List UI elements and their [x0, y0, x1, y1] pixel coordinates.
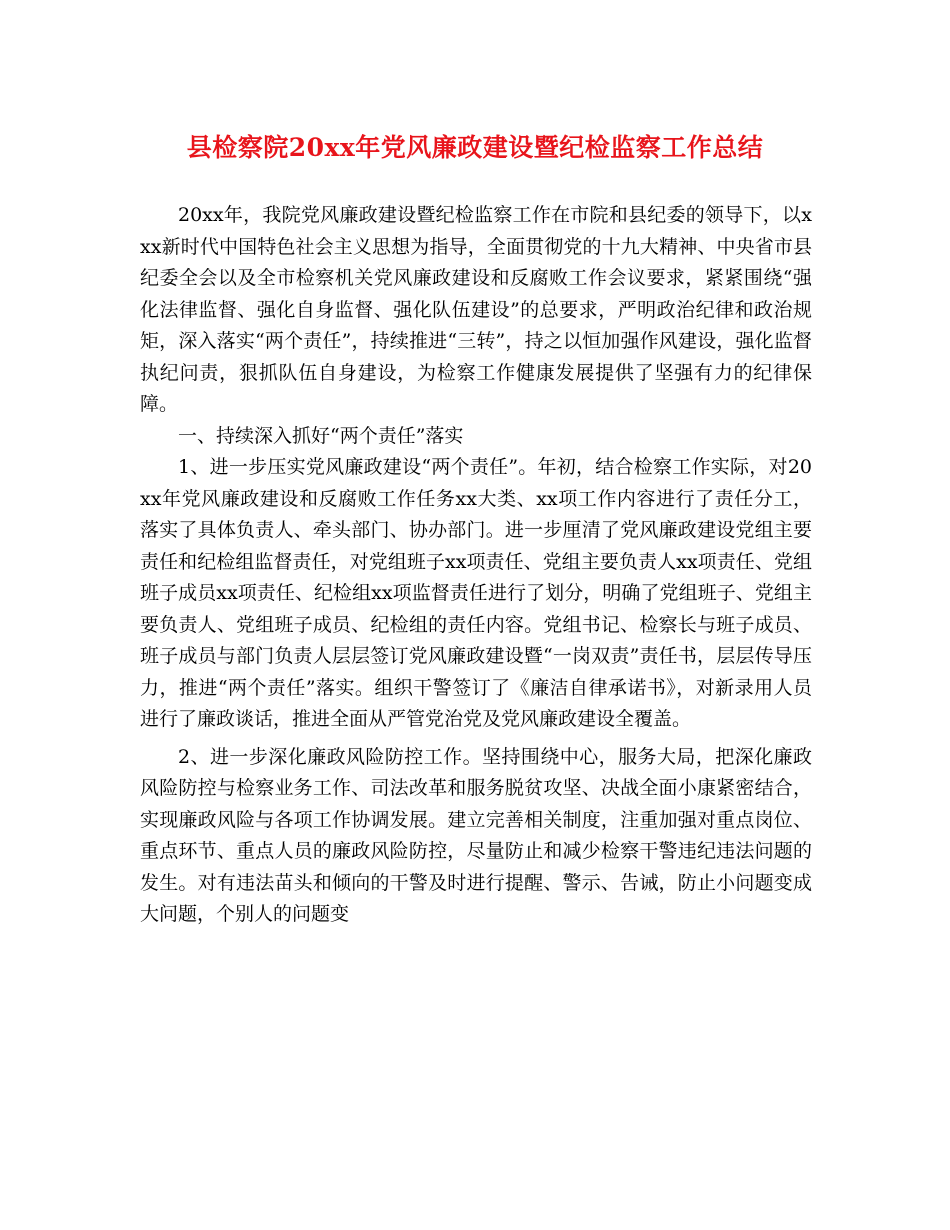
paragraph-item-1: 1、进一步压实党风廉政建设“两个责任”。年初，结合检察工作实际，对20xx年党风廉政建设和反腐败工作任务xx大类、xx项工作内容进行了责任分工，落实了具体负责人、牵头部门、协办部门。进一步厘清了党风廉政建设党组主要责任和纪检组监督责任，对党组班子xx项责任、党组主要负责人xx项责任、党组班子成员xx项责任、纪检组xx项监督责任进行了划分，明确了党组班子、党组主要负责人、党组班子成员、纪检组的责任内容。党组书记、检察长与班子成员、班子成员与部门负责人层层签订党风廉政建设暨“一岗双责”责任书，层层传导压力，推进“两个责任”落实。组织干警签订了《廉洁自律承诺书》，对新录用人员进行了廉政谈话，推进全面从严管党治党及党风廉政建设全覆盖。	[140, 456, 812, 730]
paragraph-item-2: 2、进一步深化廉政风险防控工作。坚持围绕中心，服务大局，把深化廉政风险防控与检察业务工作、司法改革和服务脱贫攻坚、决战全面小康紧密结合，实现廉政风险与各项工作协调发展。建立完善相关制度，注重加强对重点岗位、重点环节、重点人员的廉政风险防控，尽量防止和减少检察干警违纪违法问题的发生。对有违法苗头和倾向的干警及时进行提醒、警示、告诫，防止小问题变成大问题，个别人的问题变	[140, 745, 812, 925]
document-body	[140, 200, 812, 931]
document-title: 县检察院20xx年党风廉政建设暨纪检监察工作总结	[186, 133, 764, 162]
intro-paragraph: 20xx年，我院党风廉政建设暨纪检监察工作在市院和县纪委的领导下，以xxx新时代中国特色社会主义思想为指导，全面贯彻党的十九大精神、中央省市县纪委全会以及全市检察机关党风廉政建设和反腐败工作会议要求，紧紧围绕“强化法律监督、强化自身监督、强化队伍建设”的总要求，严明政治纪律和政治规矩，深入落实“两个责任”，持续推进“三转”，持之以恒加强作风建设，强化监督执纪问责，狠抓队伍自身建设，为检察工作健康发展提供了坚强有力的纪律保障。	[140, 204, 812, 415]
section-heading-1: 一、持续深入抓好“两个责任”落实	[178, 424, 464, 447]
